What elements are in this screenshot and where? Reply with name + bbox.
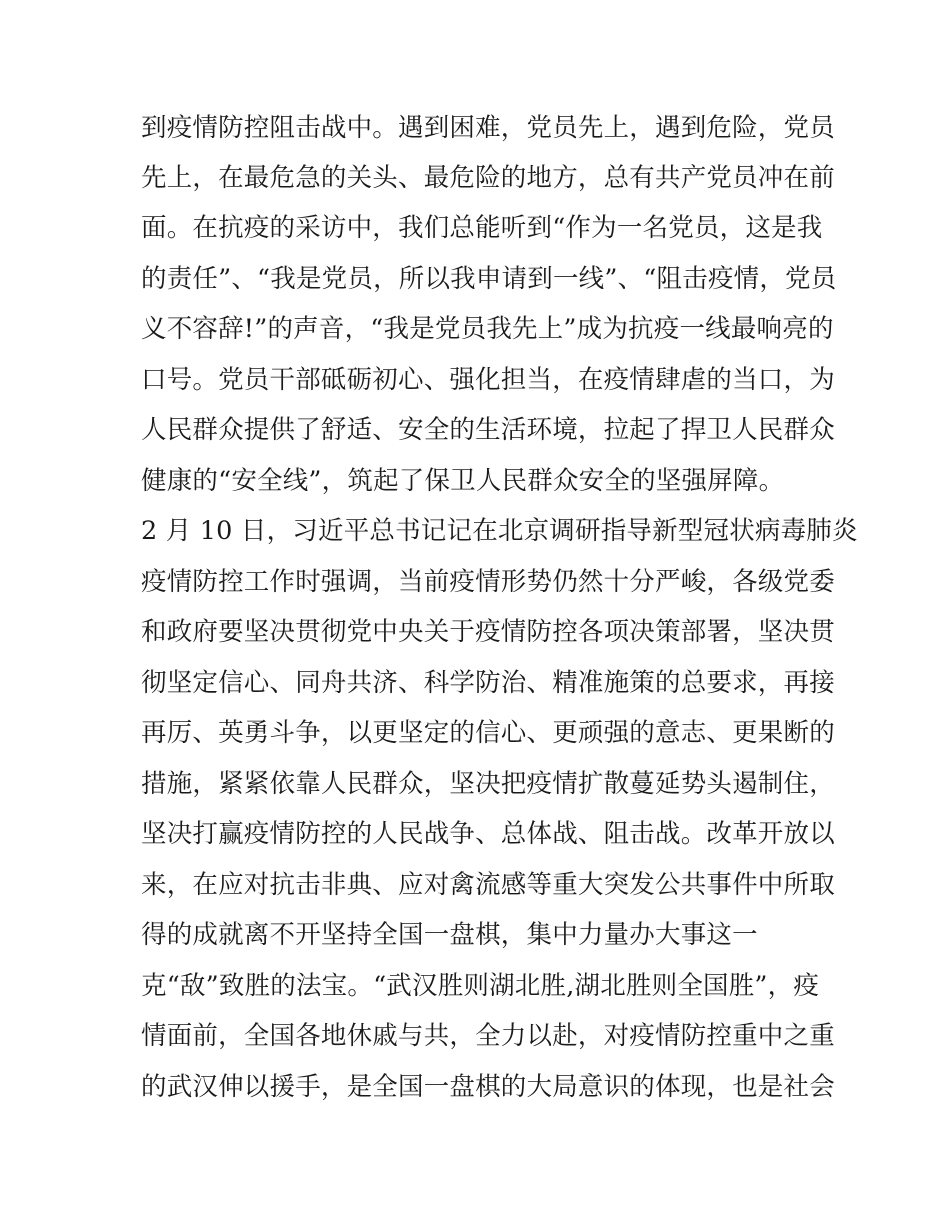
text-line-15: 坚决打赢疫情防控的人民战争、总体战、阻击战。改革开放以 xyxy=(141,819,835,849)
text-line-11: 和政府要坚决贯彻党中央关于疫情防控各项决策部署，坚决贯 xyxy=(141,617,835,647)
text-line-13: 再厉、英勇斗争，以更坚定的信心、更顽强的意志、更果断的 xyxy=(141,718,835,748)
text-line-2: 先上，在最危急的关头、最危险的地方，总有共产党员冲在前 xyxy=(141,163,835,193)
text-line-10: 疫情防控工作时强调，当前疫情形势仍然十分严峻，各级党委 xyxy=(141,567,835,597)
text-line-14: 措施，紧紧依靠人民群众，坚决把疫情扩散蔓延势头遏制住， xyxy=(141,769,835,799)
text-line-1: 到疫情防控阻击战中。遇到困难，党员先上，遇到危险，党员 xyxy=(141,113,835,143)
text-line-4: 的责任”、“我是党员，所以我申请到一线”、“阻击疫情，党员 xyxy=(141,264,837,294)
text-line-19: 情面前，全国各地休戚与共，全力以赴，对疫情防控重中之重 xyxy=(141,1021,835,1051)
text-line-5: 义不容辞!”的声音，“我是党员我先上”成为抗疫一线最响亮的 xyxy=(141,314,834,344)
text-line-16: 来，在应对抗击非典、应对禽流感等重大突发公共事件中所取 xyxy=(141,870,835,900)
text-line-3: 面。在抗疫的采访中，我们总能听到“作为一名党员，这是我 xyxy=(141,213,823,243)
text-line-17: 得的成就离不开坚持全国一盘棋，集中力量办大事这一 xyxy=(141,920,758,950)
text-line-12: 彻坚定信心、同舟共济、科学防治、精准施策的总要求，再接 xyxy=(141,668,835,698)
text-line-20: 的武汉伸以援手，是全国一盘棋的大局意识的体现，也是社会 xyxy=(141,1072,835,1102)
text-line-9: 2 月 10 日，习近平总书记记在北京调研指导新型冠状病毒肺炎 xyxy=(141,516,858,546)
text-line-6: 口号。党员干部砥砺初心、强化担当，在疫情肆虐的当口，为 xyxy=(141,365,835,395)
text-line-18: 克“敌”致胜的法宝。“武汉胜则湖北胜,湖北胜则全国胜”，疫 xyxy=(141,971,820,1001)
text-line-8: 健康的“安全线”，筑起了保卫人民群众安全的坚强屏障。 xyxy=(141,466,785,496)
text-line-7: 人民群众提供了舒适、安全的生活环境，拉起了捍卫人民群众 xyxy=(141,415,835,445)
